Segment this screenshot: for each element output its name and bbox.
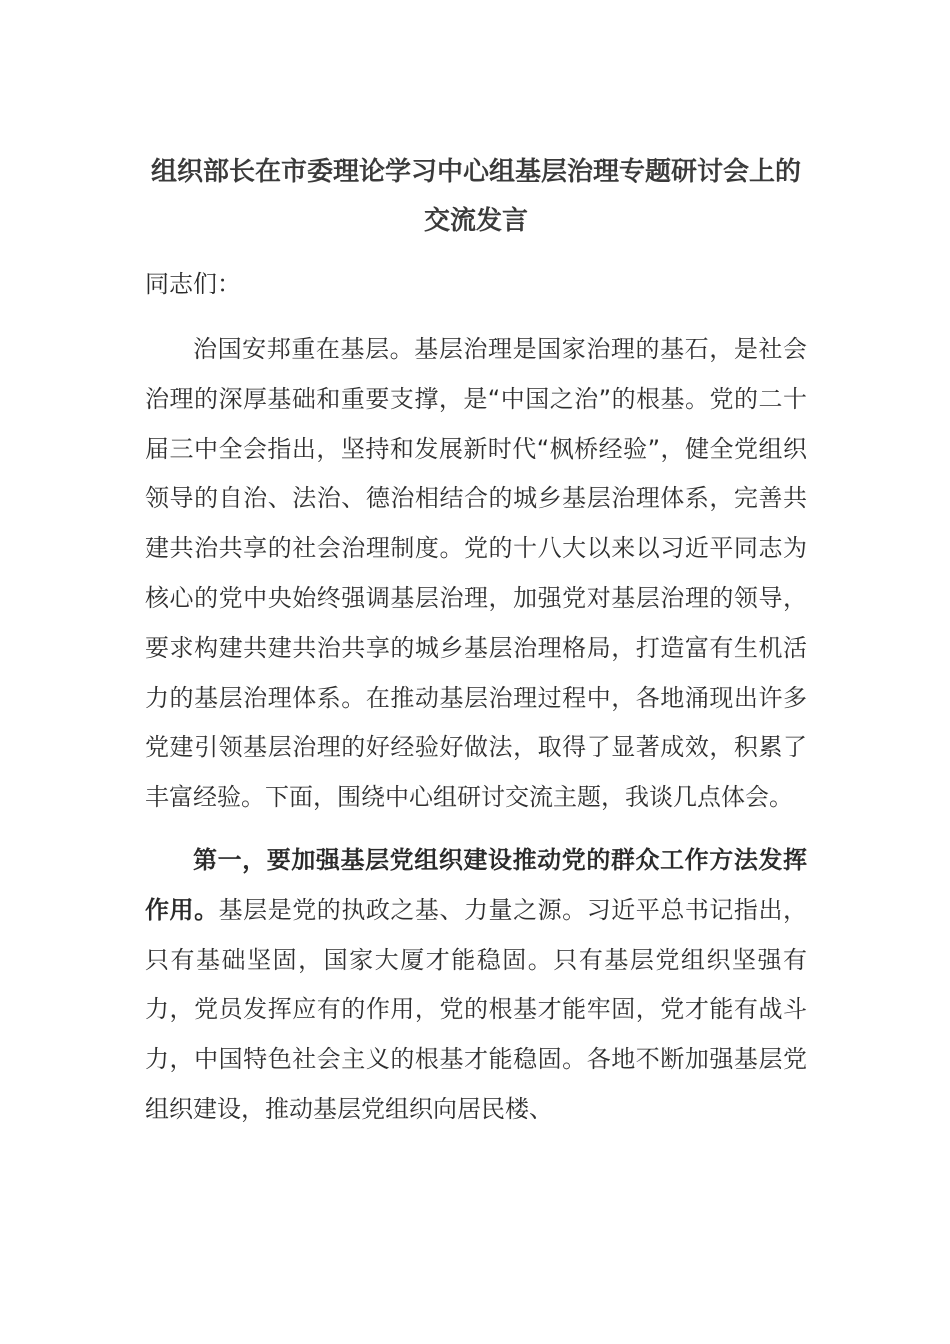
paragraph-intro bbox=[145, 325, 807, 823]
document-page bbox=[145, 148, 807, 1135]
salutation: 同志们： bbox=[145, 270, 241, 298]
paragraph-text: 基层是党的执政之基、力量之源。习近平总书记指出，只有基础坚固，国家大厦才能稳固。只有基层党组织坚强有力，党员发挥应有的作用，党的根基才能牢固，党才能有战斗力，中国特色社会主义的根基才能稳固。各地不断加强基层党组织建设，推动基层党组织向居民楼、 bbox=[145, 895, 808, 1123]
paragraph-lead-heading: 第一，要加强基层党组织建设推动党的群众工作方法发挥作用。 bbox=[145, 845, 807, 924]
document-title: 组织部长在市委理论学习中心组基层治理专题研讨会上的交流发言 bbox=[150, 157, 801, 236]
paragraph-point-one bbox=[145, 836, 807, 1135]
paragraph-text: 治国安邦重在基层。基层治理是国家治理的基石，是社会治理的深厚基础和重要支撑，是“中国之治”的根基。党的二十届三中全会指出，坚持和发展新时代“枫桥经验”，健全党组织领导的自治、法治、德治相结合的城乡基层治理体系，完善共建共治共享的社会治理制度。党的十八大以来以习近平同志为核心的党中央始终强调基层治理，加强党对基层治理的领导，要求构建共建共治共享的城乡基层治理格局，打造富有生机活力的基层治理体系。在推动基层治理过程中，各地涌现出许多党建引领基层治理的好经验好做法，取得了显著成效，积累了丰富经验。下面，围绕中心组研讨交流主题，我谈几点体会。 bbox=[145, 335, 807, 812]
